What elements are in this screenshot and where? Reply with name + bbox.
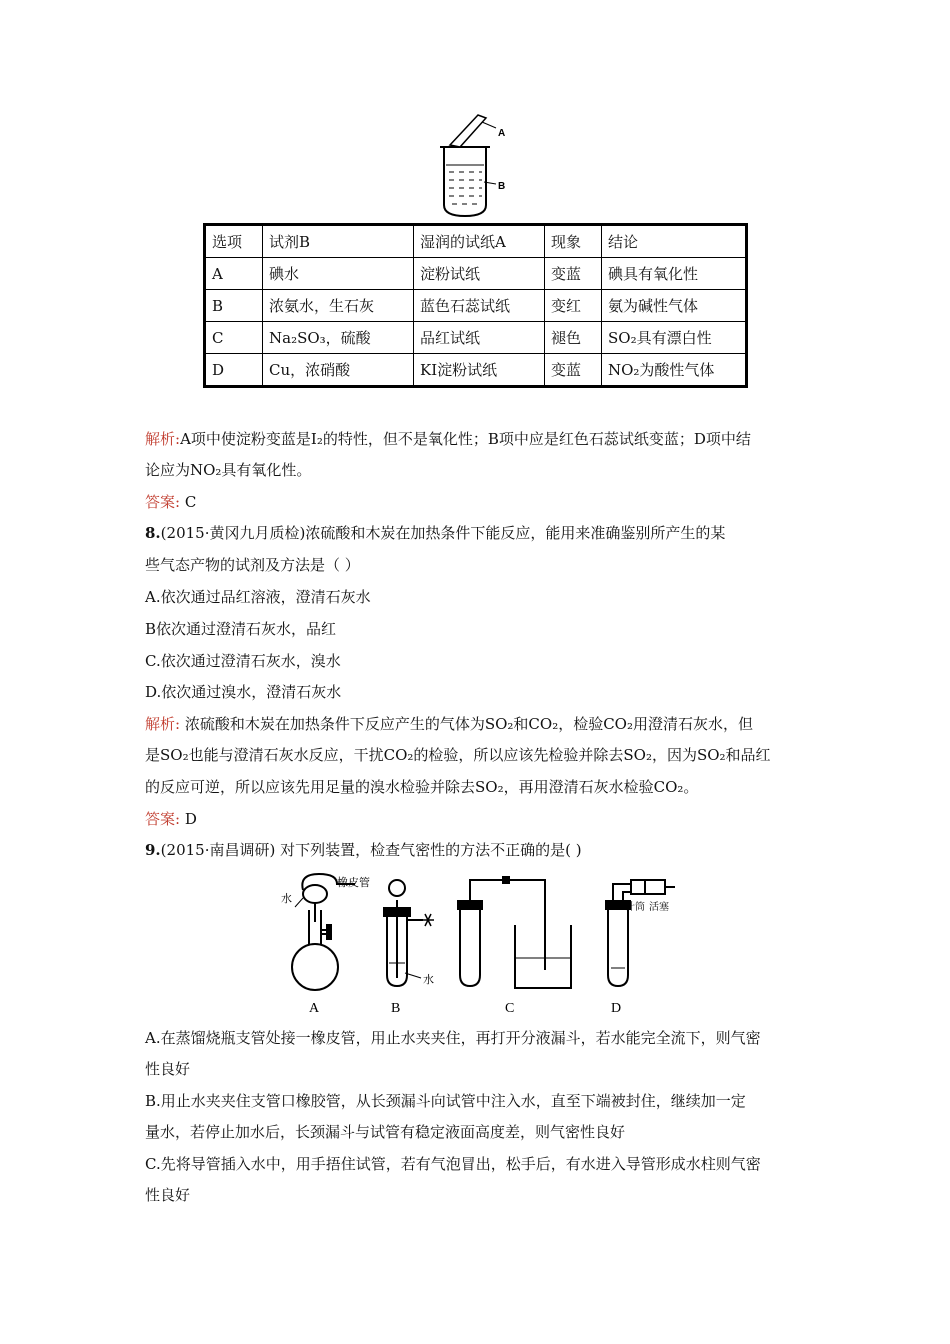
q7-answer [145, 491, 196, 513]
q8-option-a: A.依次通过品红溶液，澄清石灰水 [145, 588, 371, 606]
figure-label-d: D [611, 1001, 622, 1016]
q8-option-b: B依次通过澄清石灰水，品红 [145, 620, 337, 638]
table-row [205, 322, 747, 354]
table-header-cell: 结论 [602, 225, 747, 258]
table-cell: KI淀粉试纸 [414, 354, 545, 387]
figure-syringe-label: 针筒 [625, 902, 645, 913]
q8-answer [145, 808, 197, 830]
figure-label-a: A [498, 128, 506, 139]
question-number: 8. [145, 524, 161, 542]
q9-option-a-line-1: A.在蒸馏烧瓶支管处接一橡皮管，用止水夹夹住，再打开分液漏斗，若水能完全流下，则气密 [145, 1029, 761, 1047]
figure-water-label: 水 [281, 893, 292, 905]
table-cell: Cu，浓硝酸 [263, 354, 414, 387]
table-cell: 碘水 [263, 258, 414, 290]
q8-stem-line-1 [145, 522, 725, 544]
figure-label-b: B [498, 181, 506, 192]
options-table [203, 223, 748, 388]
table-row [205, 290, 747, 322]
q9-option-c-line-1: C.先将导管插入水中，用手捂住试管，若有气泡冒出，松手后，有水进入导管形成水柱则气密 [145, 1155, 761, 1173]
table-cell: 变蓝 [545, 354, 602, 387]
answer-value: D [180, 810, 197, 828]
analysis-text: 浓硫酸和木炭在加热条件下反应产生的气体为SO₂和CO₂，检验CO₂用澄清石灰水，但 [180, 715, 753, 733]
question-number: 9. [145, 841, 161, 859]
table-header-row [205, 225, 747, 258]
table-cell: A [205, 258, 263, 290]
q8-analysis-line-1 [145, 713, 753, 735]
answer-value: C [180, 493, 197, 511]
q8-option-c: C.依次通过澄清石灰水，溴水 [145, 652, 341, 670]
table-cell: B [205, 290, 263, 322]
question-stem: (2015·南昌调研) 对下列装置，检查气密性的方法不正确的是( ) [160, 841, 582, 859]
figure-label-a: A [309, 1001, 320, 1016]
q8-option-d: D.依次通过溴水，澄清石灰水 [145, 683, 342, 701]
table-row [205, 354, 747, 387]
figure-rubber-tube-label: 橡皮管 [337, 877, 370, 889]
table-cell: 淀粉试纸 [414, 258, 545, 290]
table-cell: 蓝色石蕊试纸 [414, 290, 545, 322]
figure-label-b: B [391, 1001, 401, 1016]
table-cell: D [205, 354, 263, 387]
q9-option-c-line-2: 性良好 [145, 1186, 191, 1204]
table-header-cell: 现象 [545, 225, 602, 258]
figure-water-b-label: 水 [423, 974, 434, 986]
table-cell: C [205, 322, 263, 354]
answer-label: 答案: [145, 493, 181, 511]
q9-option-b-line-2: 量水，若停止加水后，长颈漏斗与试管有稳定液面高度差，则气密性良好 [145, 1123, 626, 1141]
apparatus-figure [275, 870, 675, 1018]
table-row [205, 258, 747, 290]
table-cell: Na₂SO₃，硫酸 [263, 322, 414, 354]
table-cell: 褪色 [545, 322, 602, 354]
q7-analysis-line-1 [145, 428, 751, 450]
analysis-text: A项中使淀粉变蓝是I₂的特性，但不是氧化性；B项中应是红色石蕊试纸变蓝；D项中结 [180, 430, 751, 448]
table-cell: 变蓝 [545, 258, 602, 290]
test-tube-figure [430, 110, 530, 220]
q8-stem-line-2: 些气态产物的试剂及方法是（ ） [145, 556, 360, 574]
table-cell: 品红试纸 [414, 322, 545, 354]
table-cell: NO₂为酸性气体 [602, 354, 747, 387]
table-cell: 变红 [545, 290, 602, 322]
table-header-cell: 湿润的试纸A [414, 225, 545, 258]
table-cell: SO₂具有漂白性 [602, 322, 747, 354]
q7-analysis-line-2: 论应为NO₂具有氧化性。 [145, 461, 312, 479]
q9-option-b-line-1: B.用止水夹夹住支管口橡胶管，从长颈漏斗向试管中注入水，直至下端被封住，继续加一定 [145, 1092, 746, 1110]
q8-analysis-line-2: 是SO₂也能与澄清石灰水反应，干扰CO₂的检验，所以应该先检验并除去SO₂，因为SO₂和品红 [145, 746, 771, 764]
question-stem: (2015·黄冈九月质检)浓硫酸和木炭在加热条件下能反应，能用来准确鉴别所产生的某 [160, 524, 726, 542]
q9-option-a-line-2: 性良好 [145, 1060, 191, 1078]
table-header-cell: 试剂B [263, 225, 414, 258]
table-header-cell: 选项 [205, 225, 263, 258]
analysis-label: 解析: [145, 430, 181, 448]
table-cell: 碘具有氧化性 [602, 258, 747, 290]
table-cell: 氨为碱性气体 [602, 290, 747, 322]
q8-analysis-line-3: 的反应可逆，所以应该先用足量的溴水检验并除去SO₂，再用澄清石灰水检验CO₂。 [145, 778, 699, 796]
table-cell: 浓氨水，生石灰 [263, 290, 414, 322]
figure-piston-label: 活塞 [649, 902, 669, 913]
analysis-label: 解析: [145, 715, 181, 733]
figure-label-c: C [505, 1001, 515, 1016]
answer-label: 答案: [145, 810, 181, 828]
q9-stem [145, 839, 582, 861]
